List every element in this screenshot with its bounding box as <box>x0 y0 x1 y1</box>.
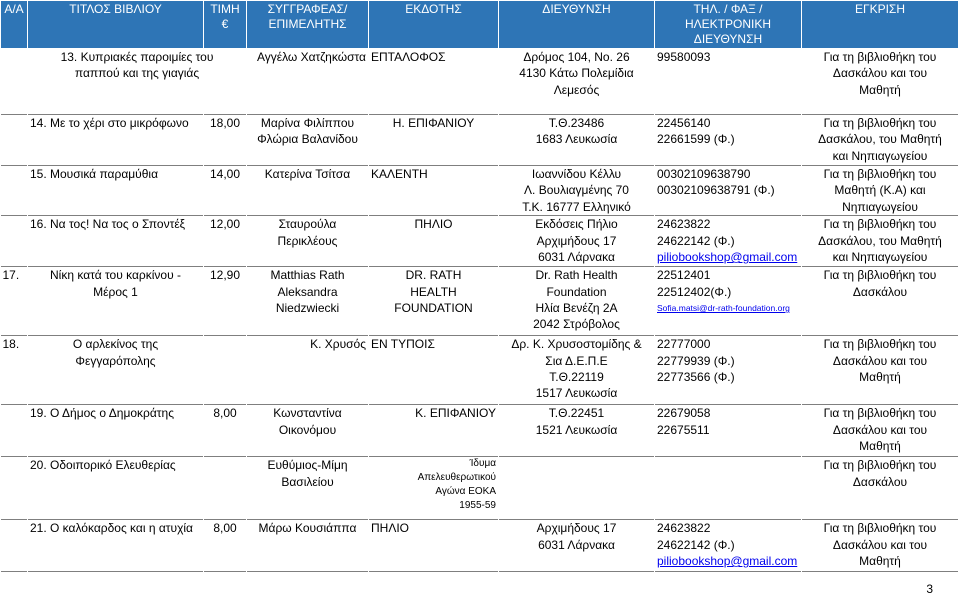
cell-line: 12,00 <box>209 217 241 232</box>
page-number: 3 <box>926 582 933 596</box>
cell-title <box>28 405 204 457</box>
cell-line: Αρχιμήδους 17 <box>536 521 617 536</box>
cell-address <box>499 216 655 267</box>
cell-author <box>247 166 369 216</box>
cell-publisher <box>369 49 499 115</box>
cell-line: Μαθητή <box>859 82 901 97</box>
cell-line: Για τη βιβλιοθήκη του <box>823 167 937 181</box>
cell-author <box>247 49 369 115</box>
cell-line: και Νηπιαγωγείου <box>832 148 928 163</box>
cell-line: Ίδυμα <box>469 458 496 470</box>
cell-line: 22675511 <box>657 422 710 437</box>
cell-line: 14,00 <box>209 167 241 181</box>
cell-contact <box>655 267 802 336</box>
cell-line: Ευθύμιος-Μίμη <box>267 458 348 473</box>
table-row <box>1 520 959 572</box>
cell-approval <box>802 520 959 572</box>
cell-price <box>204 405 247 457</box>
cell-line: Μαθητή <box>859 370 901 385</box>
cell-line: 15. Μουσικά παραμύθια <box>30 167 159 181</box>
cell-line: FOUNDATION <box>394 301 473 316</box>
cell-author <box>247 115 369 166</box>
cell-line: ΔΙΕΥΘΥΝΣΗ <box>693 32 763 46</box>
cell-line: 14. Με το χέρι στο μικρόφωνο <box>30 116 189 130</box>
cell-contact <box>655 216 802 267</box>
cell-line: Μέρος 1 <box>93 284 138 299</box>
cell-contact <box>655 520 802 572</box>
cell-publisher <box>369 267 499 336</box>
cell-price <box>204 520 247 572</box>
cell-price <box>204 336 247 405</box>
cell-publisher <box>369 336 499 405</box>
cell-line: 22777000 <box>657 337 711 352</box>
cell-aa <box>1 520 28 572</box>
cell-aa <box>1 166 28 216</box>
cell-line: 24622142 (Φ.) <box>657 537 735 552</box>
header-address <box>499 1 655 49</box>
cell-line: ΣΥΓΓΡΑΦΕΑΣ/ <box>267 2 348 16</box>
cell-publisher <box>369 115 499 166</box>
cell-line: Για τη βιβλιοθήκη του <box>823 521 937 536</box>
cell-aa <box>1 405 28 457</box>
cell-line: 00302109638790 <box>657 167 751 181</box>
cell-line: Ο αρλεκίνος της <box>72 337 159 352</box>
cell-line: 16. Να τος! Να τος ο Σποντέξ <box>30 217 186 232</box>
cell-approval <box>802 216 959 267</box>
header-contact <box>655 1 802 49</box>
cell-line: 6031 Λάρνακα <box>538 250 615 265</box>
cell-line: Μαθητή <box>859 439 901 454</box>
cell-line: Κατερίνα Τσίτσα <box>264 167 351 181</box>
cell-line: Απελευθερωτικού <box>417 472 496 484</box>
cell-publisher <box>369 405 499 457</box>
cell-contact <box>655 336 802 405</box>
cell-approval <box>802 405 959 457</box>
cell-line: 6031 Λάρνακα <box>538 537 615 552</box>
cell-line: 18,00 <box>209 116 241 130</box>
cell-title <box>28 115 204 166</box>
cell-line: Δασκάλου <box>852 474 908 489</box>
cell-line: Μαθητή <box>859 554 901 569</box>
cell-line: 1683 Λευκωσία <box>535 132 618 147</box>
cell-line: και Νηπιαγωγείου <box>832 250 928 265</box>
cell-line: ΤΙΜΗ <box>210 2 240 16</box>
cell-line: 22679058 <box>657 406 711 421</box>
cell-line: ΚΑΛΕΝΤΗ <box>371 167 428 181</box>
table-row <box>1 267 959 336</box>
cell-line: 22456140 <box>657 116 711 130</box>
cell-price <box>204 267 247 336</box>
cell-line: 17. <box>2 268 20 283</box>
cell-line: 8,00 <box>213 406 237 421</box>
cell-line: 22661599 (Φ.) <box>657 132 735 147</box>
cell-author <box>247 405 369 457</box>
cell-title <box>28 520 204 572</box>
cell-line: Δασκάλου και του <box>832 537 928 552</box>
cell-line: 2042 Στρόβολος <box>533 317 620 332</box>
cell-line: Νηπιαγωγείου <box>842 199 918 214</box>
cell-line: Τ.Θ.23486 <box>548 116 605 130</box>
cell-line: Για τη βιβλιοθήκη του <box>823 337 937 352</box>
cell-approval <box>802 115 959 166</box>
header-publisher <box>369 1 499 49</box>
cell-contact <box>655 405 802 457</box>
cell-line: Δασκάλου, του Μαθητή <box>818 132 942 147</box>
cell-line: Εκδόσεις Πήλιο <box>535 217 618 232</box>
cell-line: 18. <box>2 337 20 352</box>
cell-line: Για τη βιβλιοθήκη του <box>823 458 937 473</box>
header-aa <box>1 1 28 49</box>
cell-line: 22512402(Φ.) <box>657 284 732 299</box>
table-row <box>1 336 959 405</box>
cell-line: ΠΗΛΙΟ <box>414 217 453 232</box>
cell-line: Μαρίνα Φιλίππου <box>260 116 355 130</box>
cell-title <box>28 267 204 336</box>
table-header <box>1 1 959 49</box>
cell-price <box>204 115 247 166</box>
cell-line: 19. Ο Δήμος ο Δημοκράτης <box>30 406 174 421</box>
cell-contact <box>655 166 802 216</box>
cell-line: Φεγγαρόπολης <box>75 353 156 368</box>
header-price <box>204 1 247 49</box>
table-row <box>1 166 959 216</box>
cell-line: Κ. ΕΠΙΦΑΝΙΟΥ <box>415 406 496 421</box>
cell-line: Περικλέους <box>277 233 338 248</box>
cell-line: 1521 Λευκωσία <box>535 422 618 437</box>
cell-line: Δρ. Κ. Χρυσοστομίδης & <box>511 337 642 352</box>
cell-line: Δασκάλου <box>852 284 908 299</box>
cell-title <box>28 49 247 115</box>
cell-line: Αρχιμήδους 17 <box>536 233 617 248</box>
cell-line: ΔΙΕΥΘΥΝΣΗ <box>542 2 611 16</box>
cell-approval <box>802 457 959 520</box>
cell-line: DR. RATH <box>405 268 462 283</box>
cell-line: Για τη βιβλιοθήκη του <box>823 268 937 283</box>
cell-line: 24623822 <box>657 521 711 536</box>
cell-line: Για τη βιβλιοθήκη του <box>823 50 937 64</box>
cell-line: Αγώνα ΕΟΚΑ <box>435 486 496 498</box>
cell-line: Dr. Rath Health <box>535 268 618 283</box>
cell-line: ΠΗΛΙΟ <box>371 521 410 536</box>
cell-publisher <box>369 520 499 572</box>
cell-line: Κ. Χρυσός <box>310 337 366 352</box>
email-link[interactable]: piliobookshop@gmail.com <box>657 554 798 569</box>
cell-approval <box>802 336 959 405</box>
cell-line: Δασκάλου και του <box>832 353 928 368</box>
cell-line: 8,00 <box>213 521 237 536</box>
cell-line: Για τη βιβλιοθήκη του <box>823 406 937 421</box>
cell-aa <box>1 457 28 520</box>
cell-line: 22512401 <box>657 268 711 283</box>
cell-publisher <box>369 457 499 520</box>
cell-line: Σια Δ.Ε.Π.Ε <box>545 353 608 368</box>
cell-line: 1517 Λευκωσία <box>535 386 618 401</box>
cell-line: Νίκη κατά του καρκίνου - <box>50 268 181 283</box>
cell-line: Φλώρια Βαλανίδου <box>257 132 358 147</box>
cell-title <box>28 216 204 267</box>
header-approval <box>802 1 959 49</box>
cell-line: ΗΛΕΚΤΡΟΝΙΚΗ <box>684 17 772 31</box>
table-row <box>1 405 959 457</box>
cell-address <box>499 520 655 572</box>
cell-line: 1955-59 <box>459 500 496 512</box>
cell-line: ΕΚΔΟΤΗΣ <box>405 2 462 16</box>
cell-line: Niedzwiecki <box>275 301 340 316</box>
cell-line: 12,90 <box>209 268 241 283</box>
cell-line: 22773566 (Φ.) <box>657 370 735 385</box>
cell-contact <box>655 457 802 520</box>
cell-line: Για τη βιβλιοθήκη του <box>823 217 937 232</box>
cell-title <box>28 336 204 405</box>
cell-line: ΕΠΤΑΛΟΦΟΣ <box>371 50 446 64</box>
cell-line: Aleksandra <box>277 284 338 299</box>
cell-line: Μάρω Κουσιάππα <box>258 521 357 536</box>
cell-author <box>247 336 369 405</box>
cell-aa <box>1 216 28 267</box>
cell-line: Τ.Θ.22451 <box>548 406 605 421</box>
cell-line: Οικονόμου <box>278 422 337 437</box>
cell-title <box>28 457 204 520</box>
cell-line: 20. Οδοιπορικό Ελευθερίας <box>30 458 176 473</box>
cell-address <box>499 166 655 216</box>
cell-approval <box>802 49 959 115</box>
cell-address <box>499 267 655 336</box>
table-row <box>1 49 959 115</box>
cell-line: Δασκάλου και του <box>832 66 928 81</box>
cell-line: Η. ΕΠΙΦΑΝΙΟΥ <box>392 116 475 130</box>
cell-price <box>204 457 247 520</box>
cell-line: 4130 Κάτω Πολεμίδια <box>519 66 634 81</box>
cell-line: Δρόμος 104, Νο. 26 <box>523 50 630 64</box>
cell-approval <box>802 166 959 216</box>
cell-title <box>28 166 204 216</box>
cell-author <box>247 267 369 336</box>
cell-line: ΕΓΚΡΙΣΗ <box>854 2 906 16</box>
cell-line: HEALTH <box>410 284 457 299</box>
cell-line: 99580093 <box>657 50 711 64</box>
table-row <box>1 216 959 267</box>
cell-line: Τ.Θ.22119 <box>549 370 604 385</box>
table-row <box>1 115 959 166</box>
cell-publisher <box>369 216 499 267</box>
cell-aa <box>1 49 28 115</box>
cell-line: ΕΝ ΤΥΠΟΙΣ <box>371 337 435 352</box>
cell-line: Κωνσταντίνα <box>273 406 342 421</box>
cell-line: ΤΗΛ. / ΦΑΞ / <box>693 2 763 16</box>
cell-line: Τ.Κ. 16777 Ελληνικό <box>522 199 631 214</box>
cell-aa <box>1 336 28 405</box>
email-link[interactable]: Sofia.matsi@dr-rath-foundation.org <box>657 303 790 314</box>
cell-approval <box>802 267 959 336</box>
table-body <box>1 49 959 572</box>
cell-line: ΤΙΤΛΟΣ ΒΙΒΛΙΟΥ <box>69 2 162 16</box>
cell-aa <box>1 115 28 166</box>
cell-address <box>499 115 655 166</box>
cell-line: Δασκάλου και του <box>832 422 928 437</box>
cell-aa <box>1 267 28 336</box>
cell-address <box>499 49 655 115</box>
cell-line: 13. Κυπριακές παροιμίες του <box>60 50 214 64</box>
header-title <box>28 1 204 49</box>
cell-line: 00302109638791 (Φ.) <box>657 183 775 198</box>
cell-line: Βασιλείου <box>281 474 334 489</box>
cell-line: Ιωαννίδου Κέλλυ <box>531 167 622 181</box>
cell-publisher <box>369 166 499 216</box>
cell-line: Ηλία Βενέζη 2Α <box>535 301 618 316</box>
cell-line: Για τη βιβλιοθήκη του <box>823 116 937 130</box>
header-author <box>247 1 369 49</box>
cell-line: Αγγέλω Χατζηκώστα <box>256 50 366 64</box>
cell-line: Α/Α <box>4 2 24 16</box>
email-link[interactable]: piliobookshop@gmail.com <box>657 250 798 265</box>
cell-address <box>499 336 655 405</box>
cell-line: 24622142 (Φ.) <box>657 233 735 248</box>
cell-line: 24623822 <box>657 217 711 232</box>
table-row <box>1 457 959 520</box>
cell-price <box>204 216 247 267</box>
header-row <box>1 1 959 49</box>
cell-line: Δασκάλου, του Μαθητή <box>818 233 942 248</box>
cell-contact <box>655 49 802 115</box>
cell-line: παππού και της γιαγιάς <box>74 66 200 81</box>
cell-line: Σταυρούλα <box>278 217 337 232</box>
cell-line: Μαθητή (Κ.Α) και <box>834 183 926 198</box>
cell-line: Matthias Rath <box>270 268 345 283</box>
cell-author <box>247 216 369 267</box>
cell-line: Λεμεσός <box>553 82 600 97</box>
cell-line: € <box>221 17 229 31</box>
cell-price <box>204 166 247 216</box>
cell-address <box>499 457 655 520</box>
cell-line: Λ. Βουλιαγμένης 70 <box>524 183 629 198</box>
cell-line: 21. Ο καλόκαρδος και η ατυχία <box>30 521 193 536</box>
cell-contact <box>655 115 802 166</box>
cell-line: Foundation <box>546 284 607 299</box>
cell-line: 22779939 (Φ.) <box>657 353 735 368</box>
cell-author <box>247 457 369 520</box>
cell-address <box>499 405 655 457</box>
cell-author <box>247 520 369 572</box>
cell-line: ΕΠΙΜΕΛΗΤΗΣ <box>268 17 347 31</box>
